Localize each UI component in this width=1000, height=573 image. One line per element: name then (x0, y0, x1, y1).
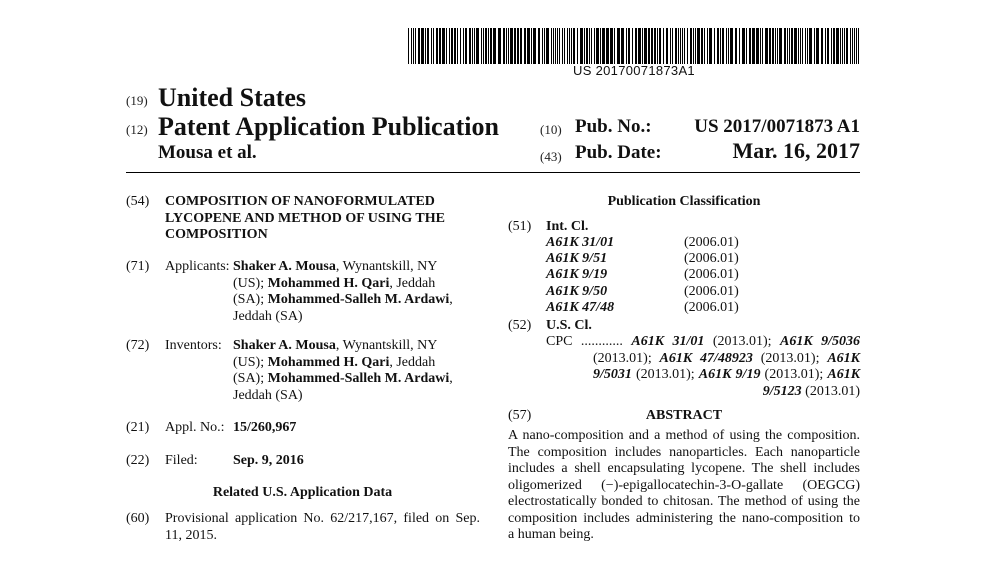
barcode-bar (524, 28, 526, 64)
code-43: (43) (540, 149, 562, 164)
cpc-code: 9/5031 (593, 367, 632, 382)
barcode-bar (672, 28, 673, 64)
barcode-bar (680, 28, 681, 64)
barcode-bar (697, 28, 700, 64)
barcode-bar (584, 28, 585, 64)
barcode-bar (569, 28, 570, 64)
barcode-bar (413, 28, 414, 64)
barcode-bar (488, 28, 489, 64)
barcode-bar (690, 28, 692, 64)
applicant-place: , Wynantskill, NY (335, 259, 438, 274)
cpc-code: A61K 31/01 (631, 334, 705, 349)
barcode-bar (762, 28, 763, 64)
code-10: (10) (540, 122, 562, 137)
barcode-bar (628, 28, 630, 64)
barcode-bar (446, 28, 447, 64)
barcode-bar (825, 28, 826, 64)
barcode-bar (485, 28, 487, 64)
title-code: (54) (126, 194, 150, 209)
barcode-bar (439, 28, 441, 64)
barcode-bar (746, 28, 747, 64)
appl-number: 15/260,967 (233, 420, 297, 435)
barcode-bar (506, 28, 507, 64)
barcode-bar (794, 28, 797, 64)
inventor-place: (US); (233, 354, 268, 370)
barcode-bar (510, 28, 513, 64)
barcode-bar (714, 28, 715, 64)
cpc-code: A61K 47/48923 (659, 350, 753, 366)
barcode-bar (827, 28, 829, 64)
barcode-bar (858, 28, 859, 64)
barcode-bar (814, 28, 815, 64)
barcode-bar (520, 28, 522, 64)
barcode-bar (821, 28, 823, 64)
cpc-code: A61K 9/19 (698, 367, 761, 382)
barcode-bar (704, 28, 705, 64)
barcode-bar (789, 28, 790, 64)
barcode-bar (777, 28, 778, 64)
barcode-bar (476, 28, 479, 64)
barcode-bar (533, 28, 536, 64)
barcode-bar (411, 28, 412, 64)
authors: Mousa et al. (158, 142, 257, 163)
barcode-bar (709, 28, 712, 64)
barcode-bar (451, 28, 453, 64)
inventors-list (233, 338, 468, 404)
abstract-text (508, 428, 860, 544)
barcode-bar (742, 28, 745, 64)
barcode-bar (844, 28, 845, 64)
cpc-classification (546, 334, 860, 400)
uscl-label: U.S. Cl. (546, 318, 592, 333)
barcode-bar (460, 28, 461, 64)
barcode-bar (544, 28, 545, 64)
barcode-bar (735, 28, 737, 64)
abstract-line: electrostatically bonded to chitosan. The method of using the (508, 494, 860, 509)
title-line: COMPOSITION (165, 227, 268, 242)
applicants-list (233, 259, 468, 325)
header-divider (126, 172, 860, 173)
cpc-code: A61K (827, 367, 861, 382)
barcode-bar (840, 28, 841, 64)
class-year: (2006.01) (684, 267, 739, 282)
cpc-year: (2013.01); (764, 367, 824, 382)
barcode-bar (621, 28, 624, 64)
class-code: A61K 9/50 (546, 284, 608, 299)
barcode-bar (596, 28, 599, 64)
barcode-bar (421, 28, 424, 64)
barcode-bar (722, 28, 724, 64)
abstract-line: includes a shell encapsulating lycopene. The shell includes (508, 461, 860, 476)
class-year: (2006.01) (684, 284, 739, 299)
inventor-place: , (449, 371, 453, 386)
barcode-bar (632, 28, 633, 64)
barcode-bar (651, 28, 653, 64)
applicant-place: , (449, 292, 453, 307)
publication-type: Patent Application Publication (158, 112, 499, 141)
barcode-bar (602, 28, 605, 64)
barcode (408, 28, 860, 64)
barcode-bar (617, 28, 620, 64)
provisional-line: 11, 2015. (165, 527, 217, 543)
barcode-bar (433, 28, 434, 64)
abstract-line: A nano-composition and a method of using the composition. (508, 428, 860, 443)
barcode-bar (635, 28, 637, 64)
barcode-bar (728, 28, 729, 64)
uscl-code: (52) (508, 318, 532, 333)
barcode-bar (693, 28, 694, 64)
barcode-bar (675, 28, 677, 64)
barcode-bar (717, 28, 719, 64)
barcode-bar (833, 28, 835, 64)
applicant-name: Mohammed H. Qari (267, 275, 390, 291)
class-year: (2006.01) (684, 251, 739, 266)
barcode-bar (538, 28, 540, 64)
barcode-bar (772, 28, 774, 64)
appl-label: Appl. No.: (165, 420, 225, 435)
abstract-line: composition includes administering the nano-composition to (508, 510, 860, 526)
barcode-bar (408, 28, 409, 64)
barcode-bar (527, 28, 530, 64)
barcode-bar (760, 28, 761, 64)
barcode-bar (469, 28, 471, 64)
barcode-bar (854, 28, 855, 64)
code-19: (19) (126, 93, 148, 108)
barcode-bar (739, 28, 740, 64)
applicants-label: Applicants: (165, 259, 230, 274)
class-code: A61K 9/19 (546, 267, 608, 282)
intcl-code: (51) (508, 219, 532, 234)
barcode-bar (454, 28, 456, 64)
inventor-place: , Jeddah (389, 354, 436, 370)
cpc-code: A61K (827, 350, 860, 366)
title-line: LYCOPENE AND METHOD OF USING THE (165, 210, 445, 226)
int-class-row (546, 251, 739, 267)
barcode-bar (666, 28, 668, 64)
barcode-bar (678, 28, 679, 64)
barcode-bar (449, 28, 450, 64)
barcode-bar (553, 28, 554, 64)
barcode-bar (720, 28, 721, 64)
barcode-bar (600, 28, 601, 64)
barcode-bar (457, 28, 458, 64)
int-class-row (546, 284, 739, 300)
barcode-bar (472, 28, 473, 64)
barcode-bar (831, 28, 832, 64)
applicants-code: (71) (126, 259, 150, 274)
title-line: COMPOSITION OF NANOFORMULATED (165, 194, 435, 209)
barcode-bar (551, 28, 552, 64)
inventor-name: Shaker A. Mousa (233, 338, 336, 353)
invention-title (165, 194, 485, 244)
barcode-bar (418, 28, 420, 64)
barcode-bar (626, 28, 627, 64)
barcode-bar (644, 28, 647, 64)
abstract-heading: ABSTRACT (645, 408, 723, 423)
barcode-bar (836, 28, 839, 64)
barcode-bar (564, 28, 565, 64)
int-class-row (546, 300, 739, 316)
barcode-bar (805, 28, 806, 64)
cpc-year: (2013.01) (805, 383, 860, 399)
barcode-bar (787, 28, 788, 64)
barcode-bar (542, 28, 543, 64)
provisional-text (165, 511, 480, 544)
barcode-bar (850, 28, 851, 64)
barcode-bar (642, 28, 643, 64)
related-data-heading: Related U.S. Application Data (212, 485, 393, 500)
barcode-bar (765, 28, 768, 64)
code-12: (12) (126, 122, 148, 137)
barcode-bar (648, 28, 650, 64)
appl-code: (21) (126, 420, 150, 435)
barcode-bar (707, 28, 708, 64)
provisional-line: Provisional application No. 62/217,167, filed on Sep. (165, 511, 480, 526)
barcode-bar (431, 28, 432, 64)
barcode-number: US 20170071873A1 (573, 63, 695, 78)
inventors-label: Inventors: (165, 338, 222, 353)
barcode-bar (657, 28, 658, 64)
barcode-bar (425, 28, 426, 64)
class-year: (2006.01) (684, 300, 739, 315)
barcode-bar (807, 28, 808, 64)
barcode-bar (589, 28, 590, 64)
applicant-place: (US); (233, 275, 268, 291)
barcode-bar (701, 28, 703, 64)
abstract-line: a human being. (508, 527, 594, 542)
int-class-row (546, 267, 739, 283)
barcode-bar (756, 28, 759, 64)
barcode-bar (562, 28, 563, 64)
barcode-bar (559, 28, 560, 64)
barcode-bar (749, 28, 751, 64)
filed-code: (22) (126, 453, 150, 468)
barcode-bar (654, 28, 656, 64)
intcl-label: Int. Cl. (546, 219, 589, 234)
classification-heading: Publication Classification (607, 194, 761, 209)
barcode-bar (567, 28, 568, 64)
inventor-place: Jeddah (SA) (233, 387, 303, 403)
applicant-place: , Jeddah (389, 275, 436, 291)
inventor-name: Mohammed-Salleh M. Ardawi (267, 371, 450, 386)
barcode-bar (436, 28, 438, 64)
barcode-bar (730, 28, 733, 64)
applicant-place: (SA); (233, 292, 268, 307)
barcode-bar (852, 28, 853, 64)
barcode-bar (555, 28, 556, 64)
provisional-code: (60) (126, 511, 150, 526)
abstract-line: oligomerized (−)-epigallocatechin-3-O-gallate (OEGCG) (508, 477, 860, 493)
barcode-bar (687, 28, 688, 64)
abstract-code: (57) (508, 408, 532, 423)
barcode-bar (726, 28, 727, 64)
barcode-bar (684, 28, 685, 64)
cpc-year: (2013.01); (635, 367, 695, 382)
barcode-bar (809, 28, 812, 64)
filed-date: Sep. 9, 2016 (233, 453, 304, 468)
pub-date: Mar. 16, 2017 (732, 138, 860, 163)
barcode-bar (663, 28, 664, 64)
barcode-bar (791, 28, 793, 64)
inventor-name: Mohammed H. Qari (267, 354, 390, 370)
barcode-bar (442, 28, 445, 64)
barcode-bar (546, 28, 549, 64)
barcode-bar (481, 28, 482, 64)
barcode-bar (614, 28, 615, 64)
country: United States (158, 83, 307, 112)
barcode-bar (682, 28, 683, 64)
barcode-bar (557, 28, 558, 64)
barcode-bar (577, 28, 578, 64)
applicant-name: Shaker A. Mousa (233, 259, 336, 274)
barcode-bar (695, 28, 696, 64)
barcode-bar (816, 28, 819, 64)
barcode-bar (514, 28, 516, 64)
barcode-bar (571, 28, 572, 64)
barcode-bar (573, 28, 575, 64)
barcode-bar (846, 28, 848, 64)
class-year: (2006.01) (684, 235, 739, 250)
applicant-name: Mohammed-Salleh M. Ardawi (267, 292, 450, 307)
barcode-bar (775, 28, 776, 64)
barcode-bar (483, 28, 484, 64)
barcode-bar (415, 28, 416, 64)
applicant-place: Jeddah (SA) (233, 308, 303, 324)
barcode-bar (427, 28, 429, 64)
pub-date-label: Pub. Date: (575, 142, 662, 163)
barcode-bar (800, 28, 801, 64)
barcode-bar (508, 28, 509, 64)
barcode-bar (798, 28, 799, 64)
barcode-bar (659, 28, 661, 64)
barcode-bar (474, 28, 475, 64)
barcode-bar (586, 28, 588, 64)
barcode-bar (610, 28, 613, 64)
barcode-bar (769, 28, 771, 64)
barcode-bar (517, 28, 519, 64)
filed-label: Filed: (165, 453, 198, 468)
barcode-bar (498, 28, 501, 64)
barcode-bar (594, 28, 595, 64)
barcode-bar (490, 28, 492, 64)
abstract-line: The composition includes nanoparticles. Each nanoparticle (508, 444, 860, 460)
pub-no: US 2017/0071873 A1 (694, 116, 860, 137)
class-code: A61K 47/48 (546, 300, 615, 315)
barcode-bar (670, 28, 671, 64)
cpc-code: 9/5123 (762, 383, 802, 399)
class-code: A61K 9/51 (546, 251, 608, 266)
barcode-bar (580, 28, 583, 64)
inventor-place: (SA); (233, 371, 268, 386)
cpc-code: A61K 9/5036 (780, 334, 861, 349)
barcode-bar (779, 28, 782, 64)
barcode-bar (784, 28, 786, 64)
barcode-bar (752, 28, 755, 64)
inventor-place: , Wynantskill, NY (335, 338, 438, 353)
pub-no-label: Pub. No.: (575, 116, 652, 137)
inventors-code: (72) (126, 338, 150, 353)
cpc-year: (2013.01); (760, 350, 820, 366)
barcode-bar (856, 28, 857, 64)
barcode-bar (606, 28, 609, 64)
barcode-bar (503, 28, 505, 64)
barcode-bar (531, 28, 532, 64)
class-code: A61K 31/01 (546, 235, 615, 250)
barcode-bar (463, 28, 464, 64)
barcode-bar (842, 28, 843, 64)
cpc-year: (2013.01); (712, 334, 772, 349)
barcode-bar (802, 28, 803, 64)
cpc-label: CPC ............ (546, 334, 623, 349)
cpc-year: (2013.01); (593, 350, 652, 366)
int-class-row (546, 235, 739, 251)
barcode-bar (465, 28, 467, 64)
barcode-bar (493, 28, 496, 64)
barcode-bar (591, 28, 592, 64)
barcode-bar (638, 28, 641, 64)
